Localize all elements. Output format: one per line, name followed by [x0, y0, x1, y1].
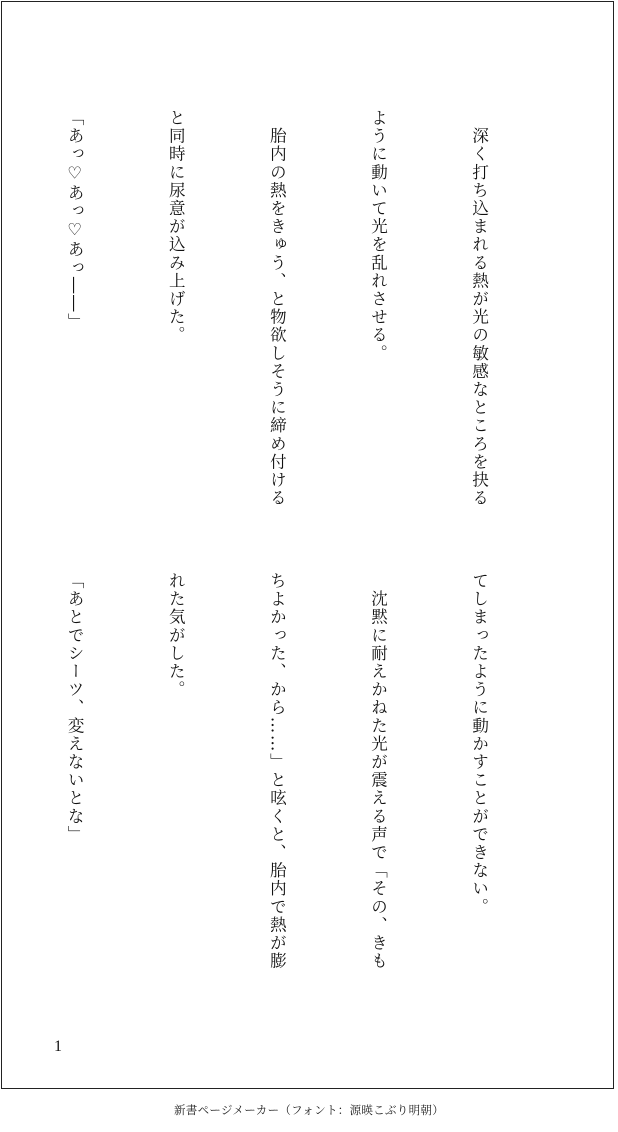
text-line: ちよかった、から……」と呟くと、胎内で熱が膨	[267, 572, 287, 971]
text-line: れた気がした。	[166, 572, 186, 699]
page-frame	[1, 1, 614, 1089]
upper-text-block	[0, 109, 563, 539]
text-line: 胎内の熱をきゅう、と物欲しそうに締め付ける	[267, 109, 287, 508]
text-line: と同時に尿意が込み上げた。	[166, 109, 186, 345]
text-line: てしまったように動かすことができない。	[469, 572, 489, 916]
text-line: 「あとでシーツ、変えないとな」	[65, 572, 85, 844]
text-line: 沈黙に耐えかねた光が震える声で「その、きも	[368, 572, 388, 971]
page-number: 1	[54, 1038, 62, 1055]
text-line: 深く打ち込まれる熱が光の敏感なところを抉る	[469, 109, 489, 508]
footer-caption: 新書ページメーカー（フォント：源暎こぶり明朝）	[173, 1103, 445, 1117]
text-line: 「あっ♡あっ♡あっ――」	[65, 109, 85, 332]
text-line: ように動いて光を乱れさせる。	[368, 109, 388, 363]
lower-text-block	[0, 572, 563, 1002]
